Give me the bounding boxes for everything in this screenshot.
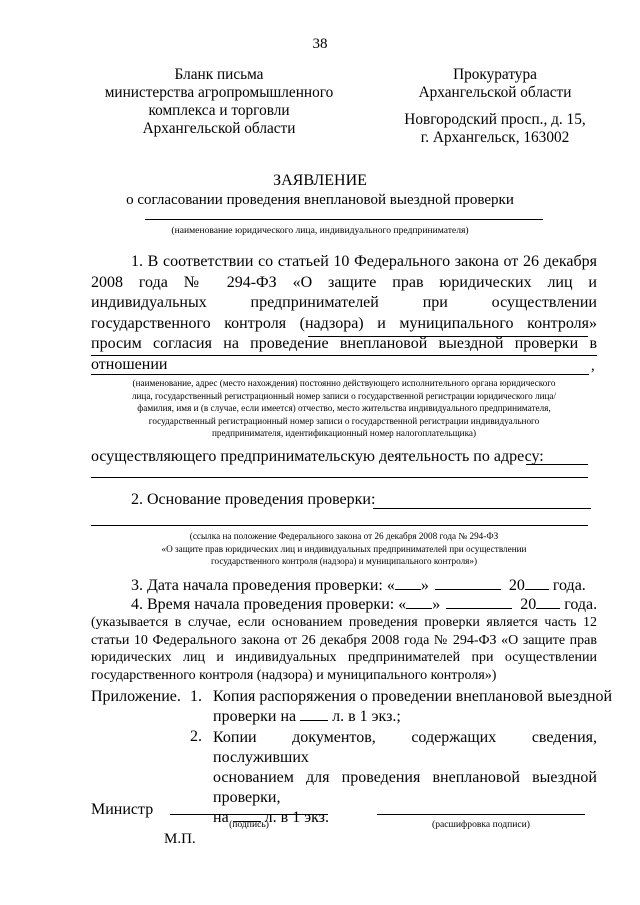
start-time-note: (указывается в случае, если основанием проведения проверки является часть 12 статьи 10 Федерального закона от 26 декабря 2008 года № 294-ФЗ «О защите прав юридических лиц и индивидуальных предпринимателей при осуществлении государственного контроля (надзора) и муниципального контроля»): [91, 615, 597, 683]
caption-organization-line: государственный регистрационный номер записи о государственной регистрации индивидуального: [148, 415, 540, 426]
letterhead-block: [88, 66, 350, 138]
paragraph-1-text: 1. В соответствии со статьей 10 Федерального закона от 26 декабря 2008 года № 294-ФЗ «О защите прав юридических лиц и индивидуальных предпринимателей при осуществлении государственного контроля (надзора) и муниципального контроля» просим согласия на проведение внеплановой выездной проверки в отношении: [91, 253, 597, 373]
basis-label: 2. Основание проведения проверки:: [131, 491, 376, 508]
start-date-year-field[interactable]: [525, 589, 549, 590]
start-time-day-field[interactable]: [406, 608, 432, 609]
attachment-1-pages-field[interactable]: [300, 720, 328, 721]
address-label: осуществляющего предпринимательскую деятельность по адресу:: [91, 448, 544, 465]
letterhead-line: министерства агропромышленного: [104, 84, 334, 101]
start-date-row: [131, 577, 586, 595]
start-date-year-prefix: 20: [508, 577, 525, 594]
signatory-role: Министр: [91, 801, 154, 818]
start-time-row: [131, 596, 597, 614]
attachment-2-number: 2.: [190, 728, 202, 745]
attachments-label: Приложение.: [91, 688, 181, 705]
caption-basis-line: государственного контроля (надзора) и муниципального контроля»): [210, 556, 478, 566]
address-line-2[interactable]: [91, 477, 588, 478]
entity-name-line[interactable]: [145, 219, 543, 220]
start-time-quote: »: [432, 596, 441, 613]
attachment-2-text: [213, 728, 597, 828]
start-time-year-field[interactable]: [536, 608, 560, 609]
start-time-month-field[interactable]: [446, 608, 512, 609]
caption-organization-line: фамилия, имя и (в случае, если имеется) отчество, место жительства индивидуального предпринимателя,: [137, 403, 551, 413]
caption-signature-decoding: (расшифровка подписи): [432, 819, 530, 830]
caption-organization-line: предпринимателя, идентификационный номер налогоплательщика): [211, 428, 477, 438]
start-date-day-field[interactable]: [395, 589, 421, 590]
letterhead-line: Бланк письма: [174, 66, 264, 83]
start-date-suffix: года.: [552, 577, 586, 594]
signature-line[interactable]: [170, 814, 328, 815]
paragraph-1: [91, 252, 597, 376]
caption-signature: (подпись): [229, 819, 269, 830]
start-date-month-field[interactable]: [435, 589, 501, 590]
attachment-2-line-2: основанием для проведения внеплановой выездной проверки,: [213, 769, 597, 806]
caption-organization-line: лица, государственный регистрационный номер записи о государственной регистрации юридического лица/: [131, 390, 557, 401]
address-line-1[interactable]: [526, 464, 588, 465]
recipient-line: Архангельской области: [418, 84, 572, 101]
letterhead-line: Архангельской области: [142, 120, 296, 137]
attachment-1-line-2: [213, 708, 401, 726]
document-title: ЗАЯВЛЕНИЕ: [273, 172, 367, 189]
recipient-block: [390, 66, 600, 147]
basis-line-1[interactable]: [373, 508, 591, 509]
start-time-label: 4. Время начала проведения проверки: «: [131, 596, 407, 613]
stamp-place: М.П.: [164, 831, 196, 847]
start-time-suffix: года.: [564, 596, 598, 613]
start-date-quote: »: [420, 577, 429, 594]
caption-organization-line: (наименование, адрес (место нахождения) постоянно действующего исполнительного органа юридического: [132, 378, 556, 388]
caption-basis-line: (ссылка на положение Федерального закона от 26 декабря 2008 года № 294-ФЗ: [189, 531, 499, 541]
attachment-2-line-1: Копии документов, содержащих сведения, послуживших: [213, 729, 597, 766]
attachment-2-pages-prefix: на: [213, 809, 229, 826]
start-date-label: 3. Дата начала проведения проверки: «: [131, 577, 395, 594]
attachment-1-line-1: Копия распоряжения о проведении внеплановой выездной: [213, 688, 613, 705]
caption-basis-line: «О защите прав юридических лиц и индивидуальных предпринимателей при осуществлении: [161, 543, 527, 554]
letterhead-line: комплекса и торговли: [148, 102, 290, 119]
recipient-address-line: г. Архангельск, 163002: [420, 129, 570, 146]
page-number: 38: [312, 36, 328, 52]
inspection-target-line-1[interactable]: [308, 336, 588, 337]
inspection-target-line-3[interactable]: [91, 374, 589, 375]
inspection-target-line-2[interactable]: [91, 355, 597, 356]
attachment-1-number: 1.: [190, 688, 202, 705]
caption-organization: [80, 377, 608, 440]
caption-entity: (наименование юридического лица, индивидуального предпринимателя): [171, 225, 469, 236]
attachment-1-pages-suffix: л. в 1 экз.;: [332, 708, 401, 725]
basis-line-2[interactable]: [91, 525, 588, 526]
recipient-address-line: Новгородский просп., д. 15,: [404, 111, 586, 128]
attachment-1-pages-prefix: проверки на: [213, 708, 297, 725]
document-subtitle: о согласовании проведения внеплановой выездной проверки: [126, 192, 514, 208]
attachment-2-pages-suffix: л. в 1 экз.: [264, 809, 329, 826]
signature-decoding-line[interactable]: [377, 814, 585, 815]
recipient-line: Прокуратура: [453, 66, 537, 83]
start-time-year-prefix: 20: [520, 596, 537, 613]
caption-basis: [91, 530, 597, 568]
comma: ,: [591, 358, 595, 374]
